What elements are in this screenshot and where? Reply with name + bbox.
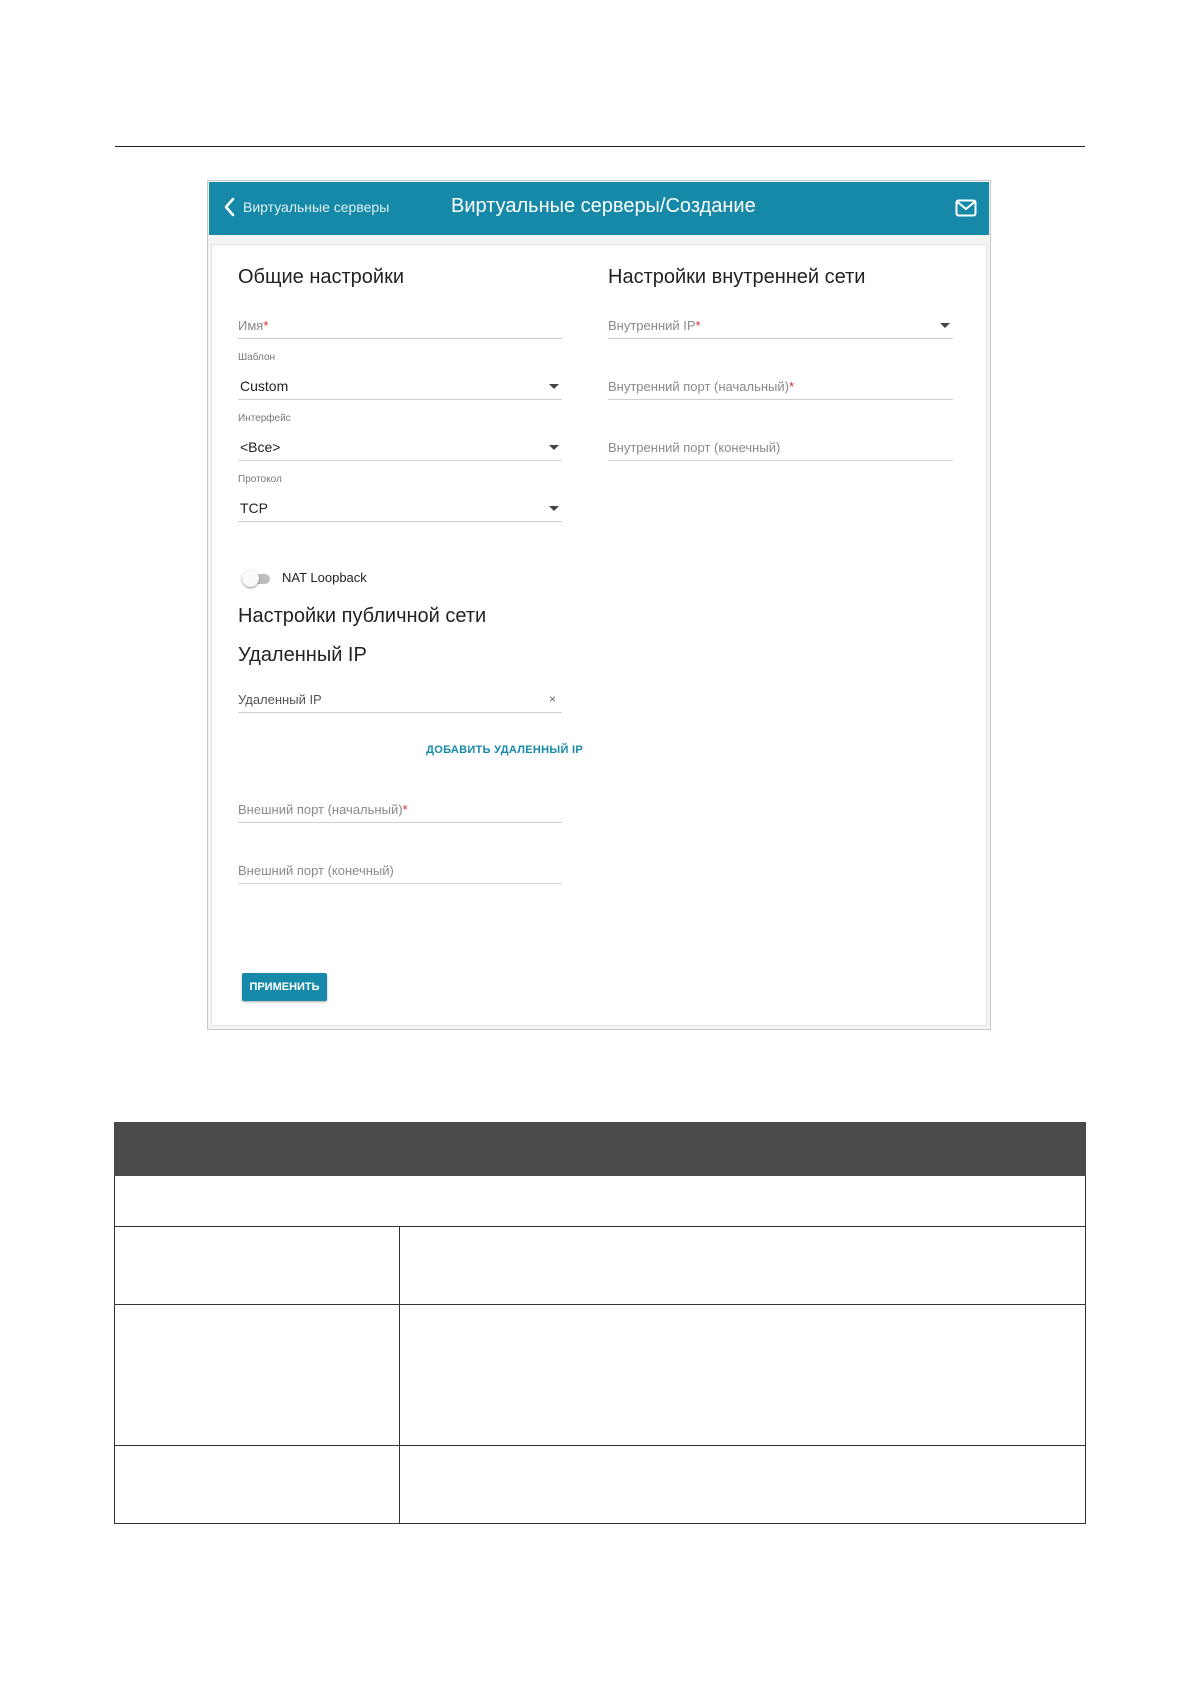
screenshot-frame xyxy=(207,180,991,1030)
protocol-value: TCP xyxy=(240,500,268,516)
internal-port-start-field[interactable] xyxy=(608,370,953,400)
table-cell xyxy=(115,1305,400,1446)
external-port-end-field[interactable] xyxy=(238,854,562,884)
protocol-select[interactable] xyxy=(238,474,562,522)
internal-ip-select[interactable] xyxy=(608,309,953,339)
dropdown-arrow-icon xyxy=(549,506,559,511)
settings-card xyxy=(211,244,987,1026)
remote-ip-placeholder: Удаленный IP xyxy=(238,692,322,707)
external-port-start-field[interactable] xyxy=(238,793,562,823)
internal-port-end-field[interactable] xyxy=(608,431,953,461)
table-header-row xyxy=(115,1123,1086,1176)
table-header-cell xyxy=(115,1123,1086,1176)
table-section-row xyxy=(115,1176,1086,1227)
dropdown-arrow-icon xyxy=(549,384,559,389)
table-section-cell xyxy=(115,1176,1086,1227)
table-row xyxy=(115,1305,1086,1446)
table-row xyxy=(115,1446,1086,1524)
table-cell xyxy=(115,1446,400,1524)
apply-button[interactable]: ПРИМЕНИТЬ xyxy=(242,973,327,1001)
protocol-caption: Протокол xyxy=(238,474,282,485)
internal-port-start-placeholder: Внутренний порт (начальный)* xyxy=(608,379,795,394)
page-title: Виртуальные серверы/Создание xyxy=(451,195,756,217)
add-remote-ip-button[interactable]: ДОБАВИТЬ УДАЛЕННЫЙ IP xyxy=(426,744,583,756)
name-field-placeholder: Имя* xyxy=(238,318,269,333)
page-header-rule xyxy=(115,146,1085,147)
remote-ip-field[interactable] xyxy=(238,683,562,713)
table-cell xyxy=(400,1227,1086,1305)
table-row xyxy=(115,1227,1086,1305)
template-value: Custom xyxy=(240,378,289,394)
parameters-table xyxy=(114,1122,1086,1524)
table-cell xyxy=(400,1446,1086,1524)
template-select[interactable] xyxy=(238,352,562,400)
app-bar xyxy=(209,182,989,235)
internal-network-heading: Настройки внутренней сети xyxy=(608,266,866,288)
nat-loopback-toggle[interactable] xyxy=(242,570,270,586)
external-port-end-placeholder: Внешний порт (конечный) xyxy=(238,863,394,878)
interface-value: <Все> xyxy=(240,439,281,455)
mail-icon[interactable] xyxy=(955,199,977,217)
chevron-left-icon xyxy=(223,197,235,217)
internal-ip-placeholder: Внутренний IP* xyxy=(608,318,701,333)
external-port-start-placeholder: Внешний порт (начальный)* xyxy=(238,802,408,817)
remote-ip-heading: Удаленный IP xyxy=(238,644,367,666)
nat-loopback-label: NAT Loopback xyxy=(282,570,367,585)
interface-caption: Интерфейс xyxy=(238,413,291,424)
interface-select[interactable] xyxy=(238,413,562,461)
public-network-heading: Настройки публичной сети xyxy=(238,605,487,627)
clear-icon[interactable]: × xyxy=(548,692,556,706)
back-link[interactable] xyxy=(223,197,389,217)
general-settings-heading: Общие настройки xyxy=(238,266,404,288)
toggle-knob xyxy=(242,570,259,587)
name-field[interactable] xyxy=(238,309,562,339)
table-cell xyxy=(400,1305,1086,1446)
dropdown-arrow-icon xyxy=(549,445,559,450)
table-cell xyxy=(115,1227,400,1305)
dropdown-arrow-icon xyxy=(940,323,950,328)
template-caption: Шаблон xyxy=(238,352,276,363)
back-link-label: Виртуальные серверы xyxy=(243,199,390,215)
internal-port-end-placeholder: Внутренний порт (конечный) xyxy=(608,440,781,455)
